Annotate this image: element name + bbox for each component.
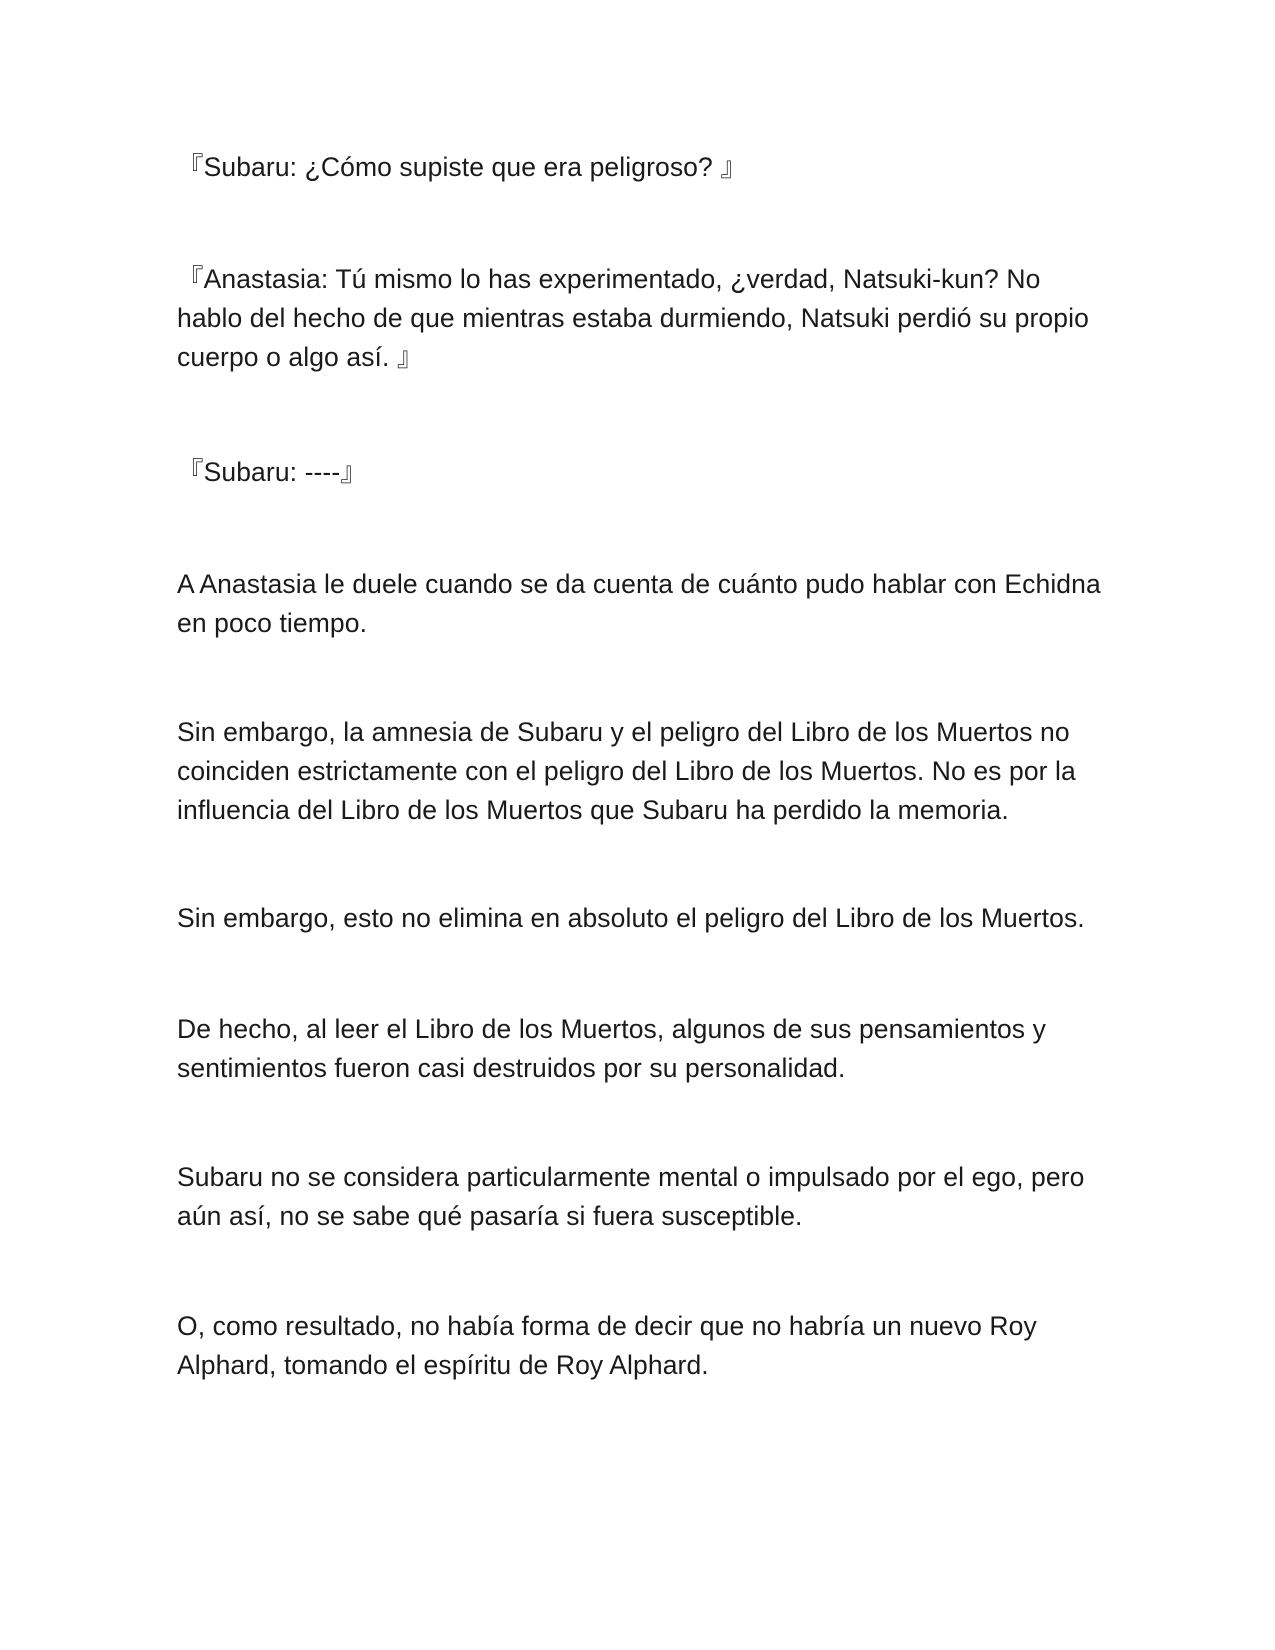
text-line: hablo del hecho de que mientras estaba durmiendo, Natsuki perdió su propio — [177, 303, 1089, 333]
text-line: influencia del Libro de los Muertos que Subaru ha perdido la memoria. — [177, 795, 1009, 825]
text-line: sentimientos fueron casi destruidos por su personalidad. — [177, 1053, 846, 1083]
text-line: 『Anastasia: Tú mismo lo has experimentado, ¿verdad, Natsuki-kun? No — [177, 264, 1041, 294]
text-line: De hecho, al leer el Libro de los Muertos, algunos de sus pensamientos y — [177, 1014, 1046, 1044]
narration-paragraph — [177, 713, 1107, 830]
text-line: en poco tiempo. — [177, 608, 368, 638]
dialogue-paragraph-subaru-silence — [177, 453, 1107, 492]
narration-paragraph — [177, 565, 1107, 643]
dialogue-paragraph-anastasia — [177, 260, 1107, 377]
text-line: A Anastasia le duele cuando se da cuenta de cuánto pudo hablar con Echidna — [177, 569, 1101, 599]
text-line: cuerpo o algo así. 』 — [177, 342, 424, 372]
narration-paragraph — [177, 1307, 1107, 1385]
narration-paragraph — [177, 1010, 1107, 1088]
text-line: O, como resultado, no había forma de decir que no habría un nuevo Roy — [177, 1311, 1037, 1341]
text-line: 『Subaru: ¿Cómo supiste que era peligroso? 』 — [177, 152, 747, 182]
text-line: aún así, no se sabe qué pasaría si fuera susceptible. — [177, 1201, 803, 1231]
text-line: Alphard, tomando el espíritu de Roy Alphard. — [177, 1350, 709, 1380]
text-line: Sin embargo, la amnesia de Subaru y el peligro del Libro de los Muertos no — [177, 717, 1070, 747]
text-line: Subaru no se considera particularmente mental o impulsado por el ego, pero — [177, 1162, 1085, 1192]
text-line: Sin embargo, esto no elimina en absoluto el peligro del Libro de los Muertos. — [177, 903, 1085, 933]
text-line: coinciden estrictamente con el peligro del Libro de los Muertos. No es por la — [177, 756, 1076, 786]
narration-paragraph — [177, 899, 1107, 938]
narration-paragraph — [177, 1158, 1107, 1236]
text-line: 『Subaru: ----』 — [177, 457, 367, 487]
dialogue-paragraph-subaru-question — [177, 148, 1107, 187]
